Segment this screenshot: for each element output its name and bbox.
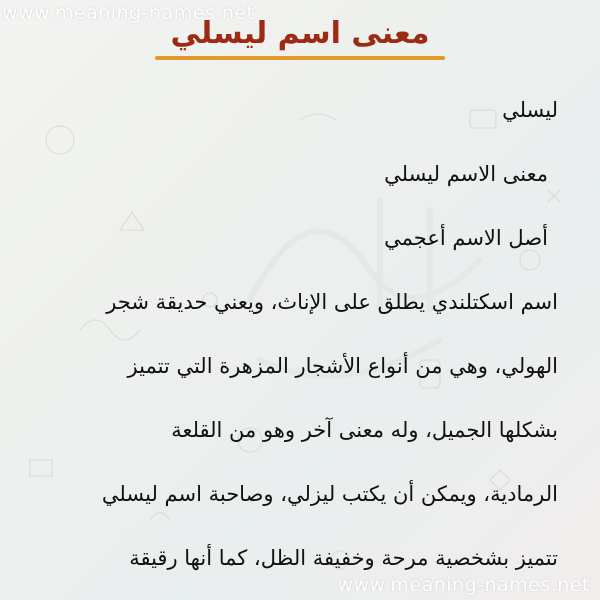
meaning-heading-line: معنى الاسم ليسلي — [384, 162, 548, 186]
description-line: الرمادية، ويمكن أن يكتب ليزلي، وصاحبة اسم ليسلي — [101, 482, 558, 506]
description-line: تتميز بشخصية مرحة وخفيفة الظل، كما أنها رقيقة — [129, 546, 558, 570]
description-line: بشكلها الجميل، وله معنى آخر وهو من القلعة — [171, 418, 558, 442]
site-watermark-top: www.meaning-names.net — [2, 2, 255, 24]
site-watermark-bottom: www.meaning-names.net — [337, 574, 590, 596]
origin-line: أصل الاسم أعجمي — [384, 226, 548, 250]
title-underline — [155, 56, 445, 60]
description-line: الهولي، وهي من أنواع الأشجار المزهرة التي تتميز — [127, 354, 558, 378]
description-line: اسم اسكتلندي يطلق على الإناث، ويعني حديقة شجر — [106, 290, 558, 314]
name-meaning-content — [38, 78, 558, 590]
page-title: معنى اسم ليسلي — [170, 16, 430, 51]
name-line: ليسلي — [502, 98, 558, 122]
page-header — [0, 14, 600, 60]
